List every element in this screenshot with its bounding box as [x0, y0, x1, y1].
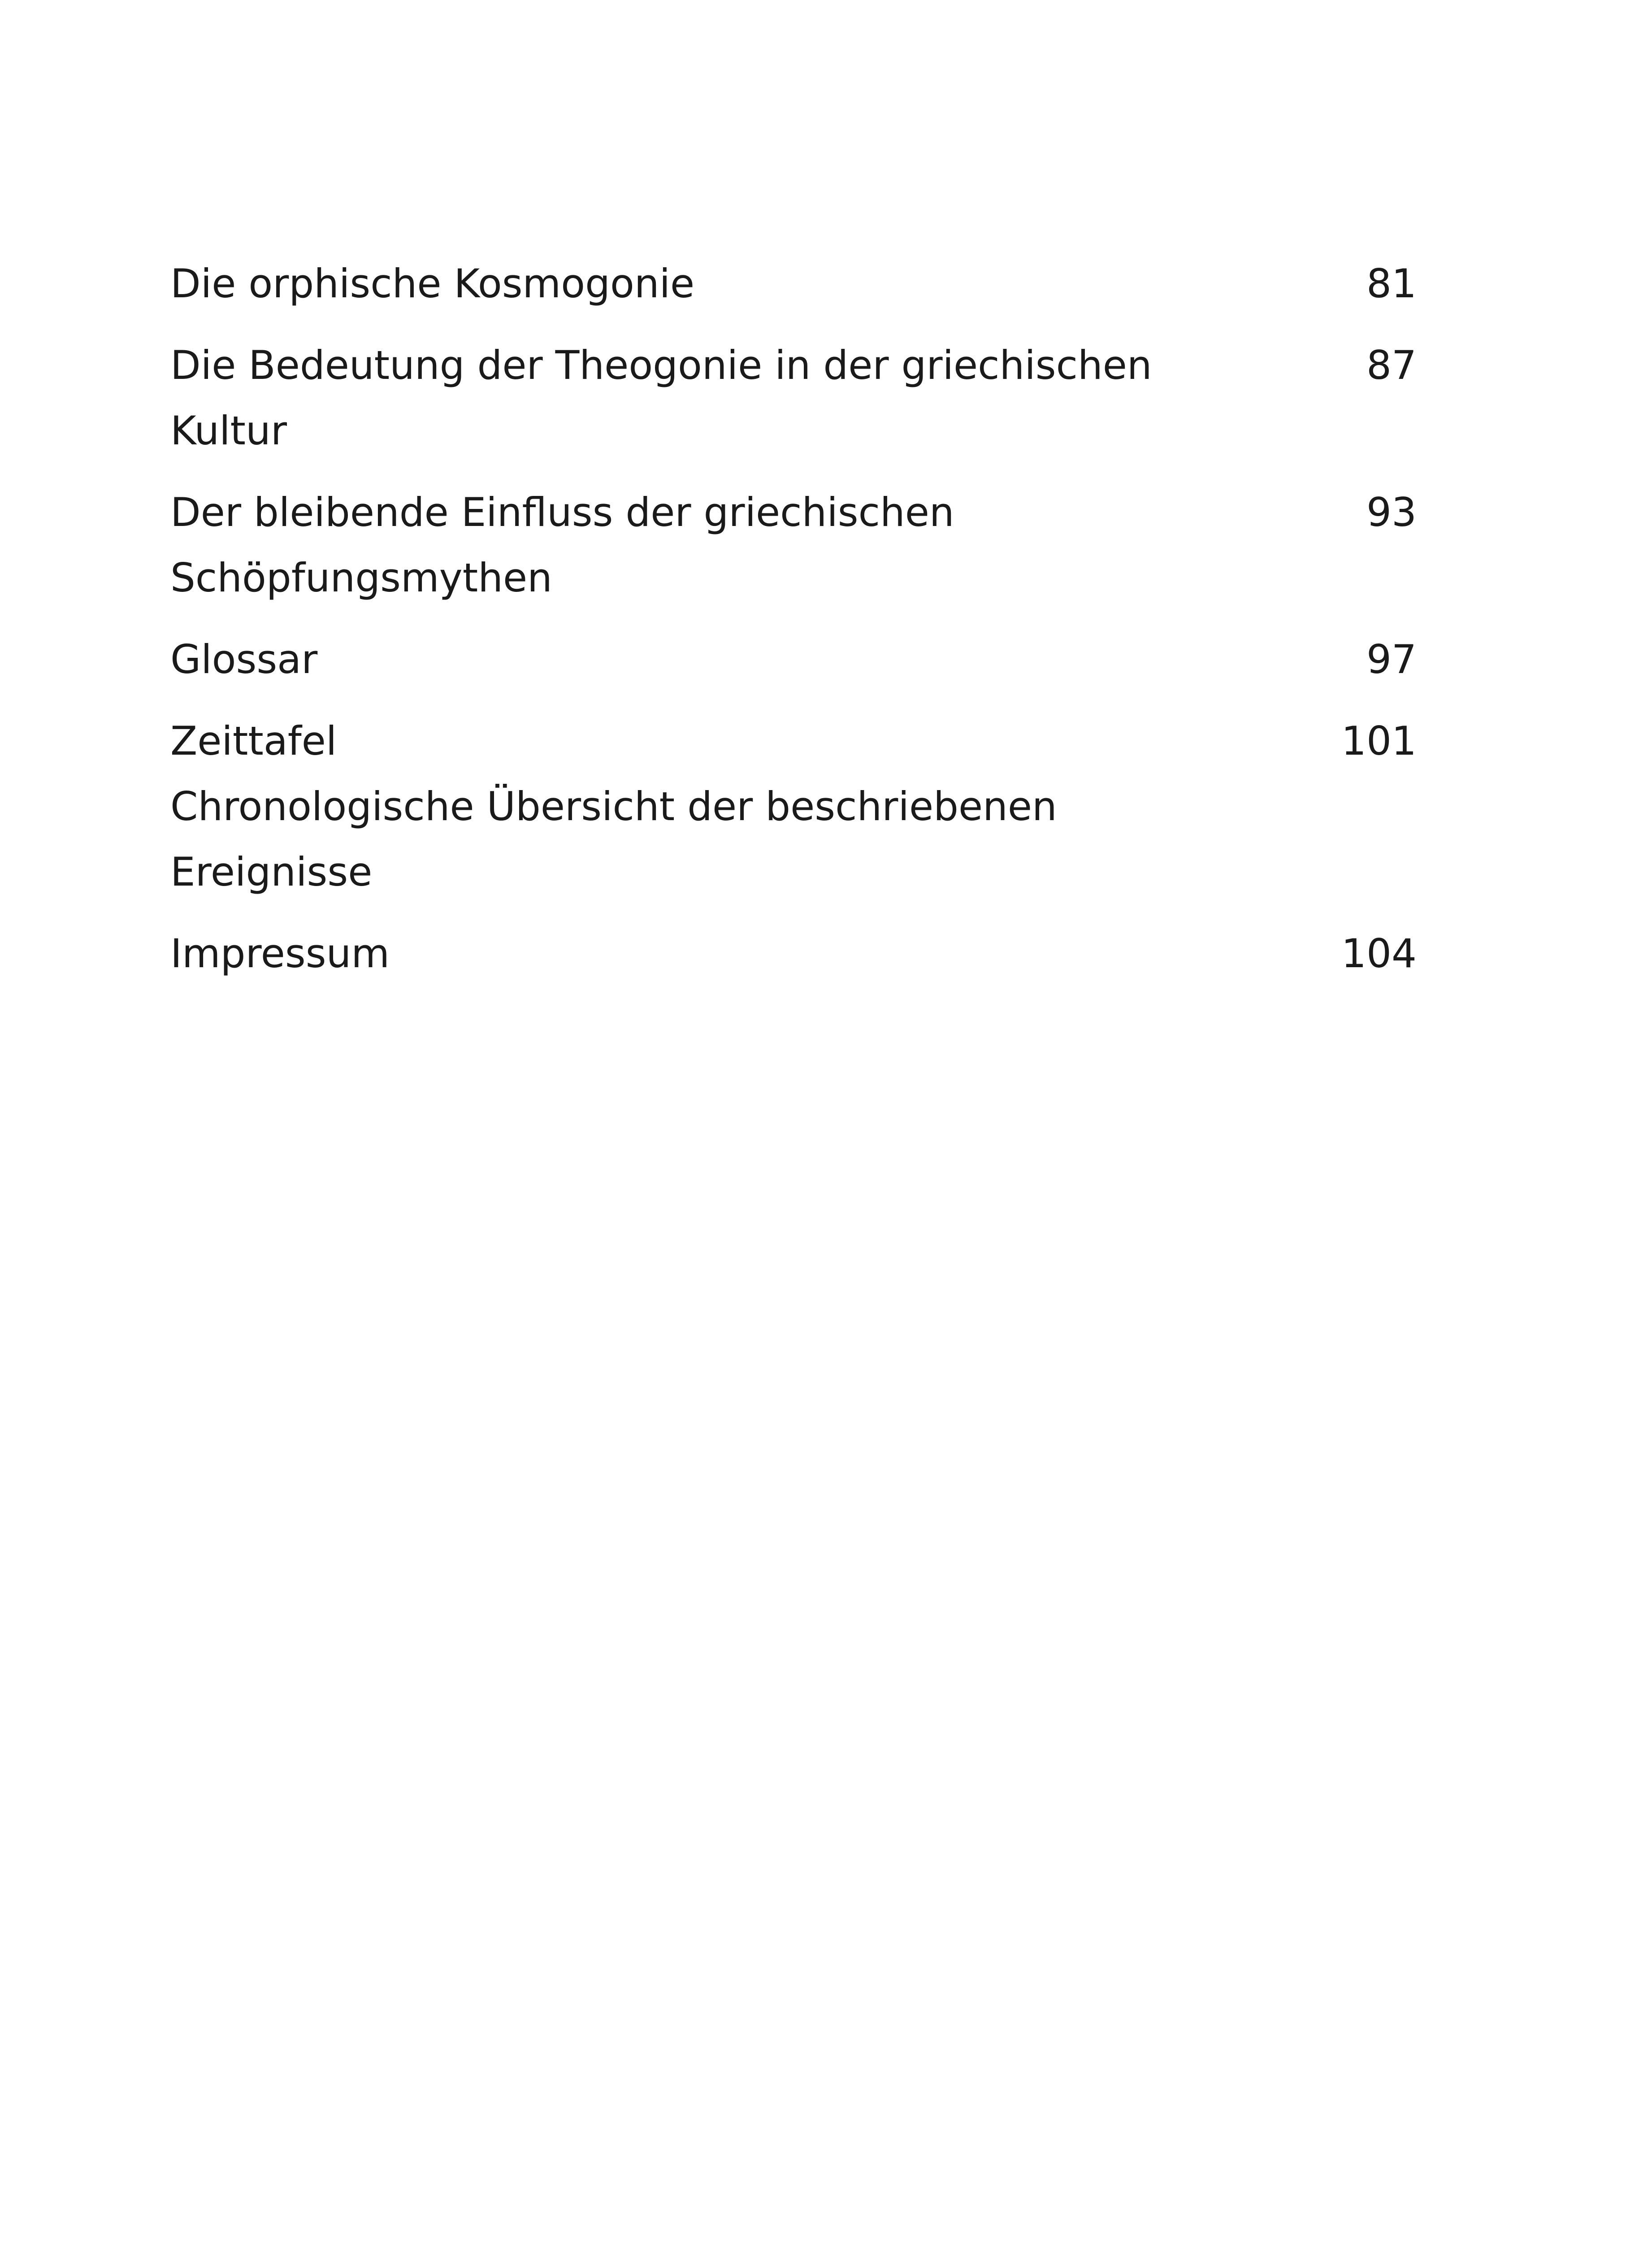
table-of-contents	[170, 251, 1417, 1003]
toc-entry-page-number: 101	[1341, 718, 1417, 764]
toc-entry-bleibende-einfluss[interactable]	[170, 480, 1417, 611]
toc-entry-title: Impressum	[170, 930, 390, 977]
toc-entry-title: Glossar	[170, 636, 318, 682]
toc-entry-title: Zeittafel Chronologische Übersicht der beschriebenen Ereignisse	[170, 718, 1057, 895]
toc-entry-page-number: 93	[1366, 489, 1417, 535]
toc-entry-page-number: 104	[1341, 930, 1417, 977]
toc-entry-zeittafel[interactable]	[170, 708, 1417, 905]
toc-entry-orphische-kosmogonie[interactable]	[170, 251, 1417, 317]
toc-entry-bedeutung-theogonie[interactable]	[170, 333, 1417, 464]
toc-entry-page-number: 87	[1366, 342, 1417, 388]
toc-entry-page-number: 97	[1366, 636, 1417, 682]
toc-entry-title: Die Bedeutung der Theogonie in der griechischen Kultur	[170, 342, 1152, 454]
toc-entry-title: Der bleibende Einfluss der griechischen Schöpfungsmythen	[170, 489, 954, 601]
toc-entry-glossar[interactable]	[170, 627, 1417, 692]
toc-entry-impressum[interactable]	[170, 921, 1417, 986]
toc-entry-title: Die orphische Kosmogonie	[170, 261, 695, 307]
toc-entry-page-number: 81	[1366, 261, 1417, 307]
